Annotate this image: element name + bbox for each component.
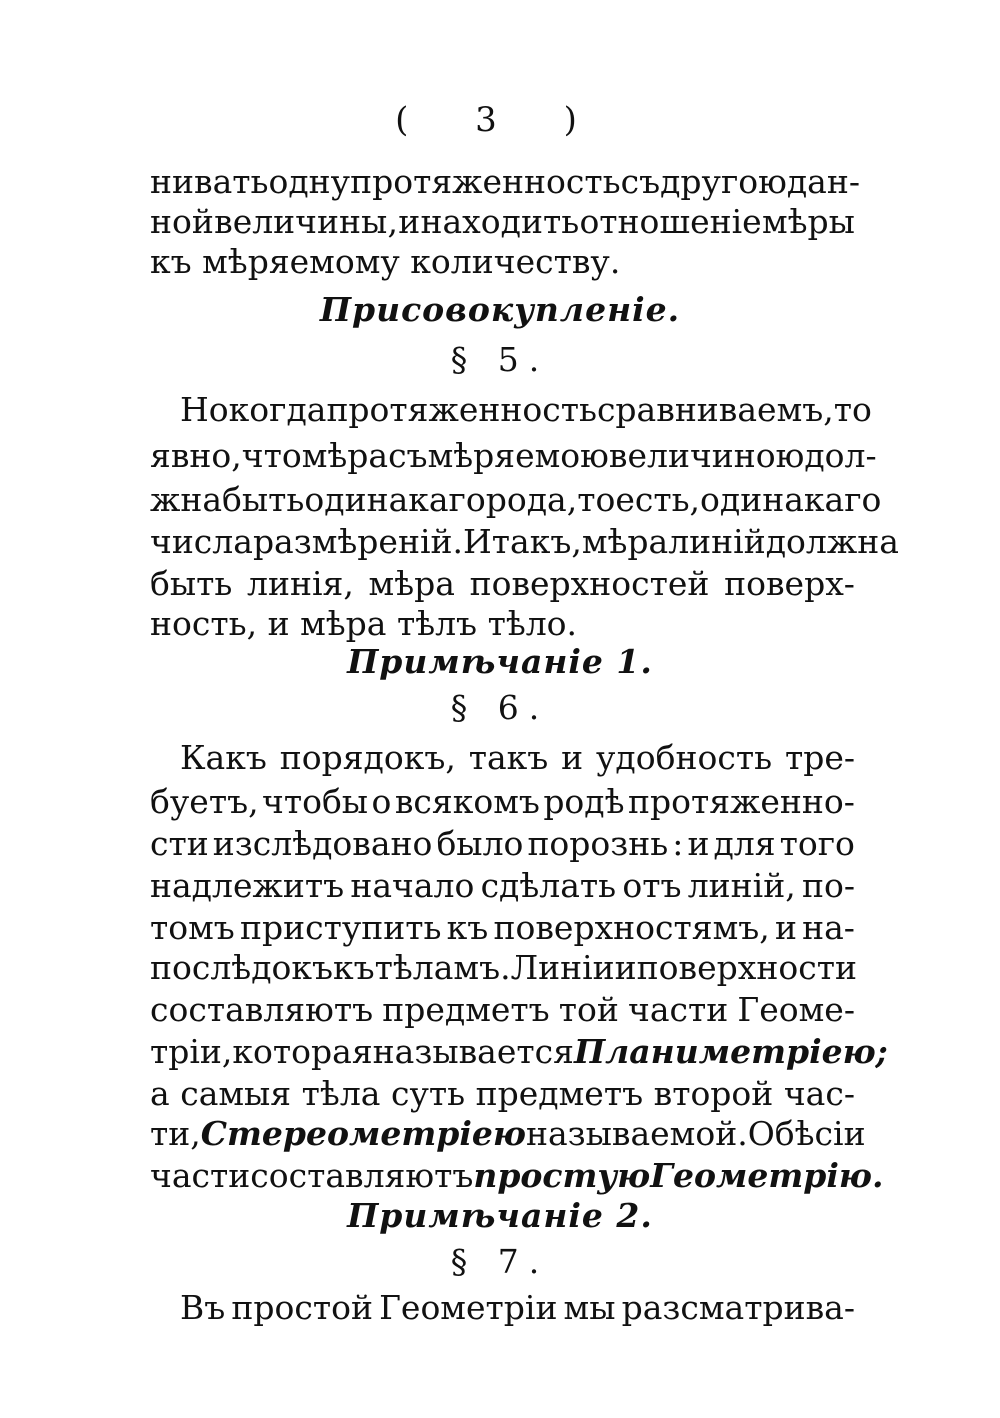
word: есть,: [615, 480, 701, 519]
word: одинакаго: [700, 480, 882, 519]
term-stereometry: Стереометріею: [200, 1114, 526, 1153]
word: линій: [668, 522, 766, 561]
word: отъ: [622, 866, 682, 905]
word: линія,: [247, 564, 354, 603]
word: которая: [232, 1032, 373, 1071]
word: а: [150, 1074, 170, 1113]
word: самыя: [180, 1074, 292, 1113]
word: Въ: [180, 1288, 226, 1327]
word: Какъ: [180, 738, 267, 777]
word: одинакаго: [304, 480, 486, 519]
word: и: [561, 738, 584, 777]
word: тѣламъ.: [374, 948, 511, 987]
word: удобность: [596, 738, 773, 777]
word: порознь: [527, 824, 669, 863]
word: тѣлъ: [396, 604, 478, 643]
word: явно,: [150, 436, 242, 475]
word: составляютъ: [250, 1156, 474, 1195]
word: величины: [214, 202, 388, 241]
word: что: [241, 436, 302, 475]
word: мѣра: [300, 604, 387, 643]
word: дан-: [786, 162, 860, 201]
heading-prisovokuplenie: Присовокупленіе.: [319, 290, 681, 329]
word: ной: [150, 202, 214, 241]
word: Геоме-: [737, 990, 855, 1029]
word: Геометріи: [379, 1288, 558, 1327]
word: предметъ: [475, 1074, 644, 1113]
word: для: [713, 824, 776, 863]
word: родѣ: [543, 782, 625, 821]
term-simple: простую: [473, 1156, 651, 1195]
word: и: [774, 908, 797, 947]
heading-primechanie-2: Примѣчаніе 2.: [347, 1196, 653, 1235]
word: къ: [150, 242, 192, 281]
word: то: [577, 480, 616, 519]
word: на-: [802, 908, 855, 947]
word: всякомъ: [394, 782, 540, 821]
word: рода,: [485, 480, 578, 519]
word: чтобы: [262, 782, 369, 821]
word: части: [150, 1156, 251, 1195]
word: поверхностямъ,: [493, 908, 770, 947]
word: и: [398, 202, 421, 241]
word: одну: [268, 162, 351, 201]
word: когда: [228, 390, 327, 429]
word: должна: [765, 522, 899, 561]
word: томъ: [150, 908, 235, 947]
word: сравниваемъ,: [596, 390, 834, 429]
word: буетъ,: [150, 782, 259, 821]
word: поверхности: [636, 948, 857, 987]
word: размѣреній.: [252, 522, 463, 561]
word: ность,: [150, 604, 258, 643]
word: поверхностей: [469, 564, 710, 603]
text-line-21: [0, 1282, 1000, 1334]
word: жна: [150, 480, 223, 519]
word: Линіи: [510, 948, 615, 987]
word: тре-: [784, 738, 855, 777]
section-5: § 5.: [450, 340, 550, 379]
word: приступить: [239, 908, 442, 947]
word: было: [436, 824, 524, 863]
page-number: ( 3 ): [395, 100, 605, 140]
word: ,: [387, 202, 398, 241]
word: къ: [333, 948, 375, 987]
word: количеству.: [410, 242, 621, 281]
word: тріи,: [150, 1032, 233, 1071]
word: и: [614, 948, 637, 987]
word: мѣра: [368, 564, 455, 603]
word: быть: [222, 480, 305, 519]
word: мѣряемою: [427, 436, 609, 475]
term-planimetry: Планиметріею;: [573, 1032, 888, 1071]
word: мѣра: [301, 436, 389, 475]
word: послѣдокъ: [150, 948, 334, 987]
word: сдѣлать: [480, 866, 617, 905]
word: разсматрива-: [621, 1288, 855, 1327]
word: :: [672, 824, 684, 863]
word: съ: [388, 436, 428, 475]
word: называемой.: [525, 1114, 748, 1153]
word: И: [463, 522, 492, 561]
word: сти: [150, 824, 209, 863]
word: то: [833, 390, 872, 429]
word: части: [628, 990, 729, 1029]
word: час-: [783, 1074, 855, 1113]
word: поверх-: [724, 564, 855, 603]
word: той: [558, 990, 619, 1029]
word: тѣла: [301, 1074, 381, 1113]
word: суть: [391, 1074, 466, 1113]
word: начало: [350, 866, 475, 905]
word: по-: [801, 866, 855, 905]
word: сіи: [814, 1114, 866, 1153]
word: находить: [420, 202, 580, 241]
word: второй: [653, 1074, 774, 1113]
word: отношеніе: [579, 202, 762, 241]
word: надлежитъ: [150, 866, 345, 905]
word: съ: [620, 162, 661, 201]
word: составляютъ: [150, 990, 374, 1029]
word: и: [267, 604, 290, 643]
word: мѣры: [761, 202, 855, 241]
word: тѣло.: [487, 604, 578, 643]
word: величиною: [608, 436, 805, 475]
text-line-3: [0, 236, 1000, 288]
word: Обѣ: [747, 1114, 815, 1153]
word: мы: [563, 1288, 616, 1327]
heading-primechanie-1: Примѣчаніе 1.: [347, 642, 653, 681]
word: и: [687, 824, 710, 863]
word: изслѣдовано: [212, 824, 433, 863]
word: того: [779, 824, 855, 863]
word: нивать: [150, 162, 269, 201]
word: протяженность: [326, 390, 597, 429]
word: называется: [372, 1032, 574, 1071]
word: порядокъ,: [279, 738, 456, 777]
section-6: § 6.: [450, 688, 550, 727]
section-7: § 7.: [450, 1242, 550, 1281]
word: простой: [231, 1288, 373, 1327]
word: быть: [150, 564, 233, 603]
word: къ: [446, 908, 489, 947]
word: Но: [180, 390, 229, 429]
word: протяженность: [350, 162, 621, 201]
word: протяженно-: [627, 782, 855, 821]
word: линій,: [687, 866, 796, 905]
word: мѣряемому: [202, 242, 400, 281]
word: предметъ: [382, 990, 550, 1029]
word: другою: [660, 162, 787, 201]
word: мѣра: [581, 522, 669, 561]
word: числа: [150, 522, 253, 561]
word: дол-: [804, 436, 877, 475]
word: ти,: [150, 1114, 201, 1153]
word: такъ,: [491, 522, 582, 561]
word: такъ: [468, 738, 549, 777]
word: о: [371, 782, 392, 821]
term-geometry: Геометрію.: [650, 1156, 884, 1195]
text-line-4: [0, 384, 1000, 436]
